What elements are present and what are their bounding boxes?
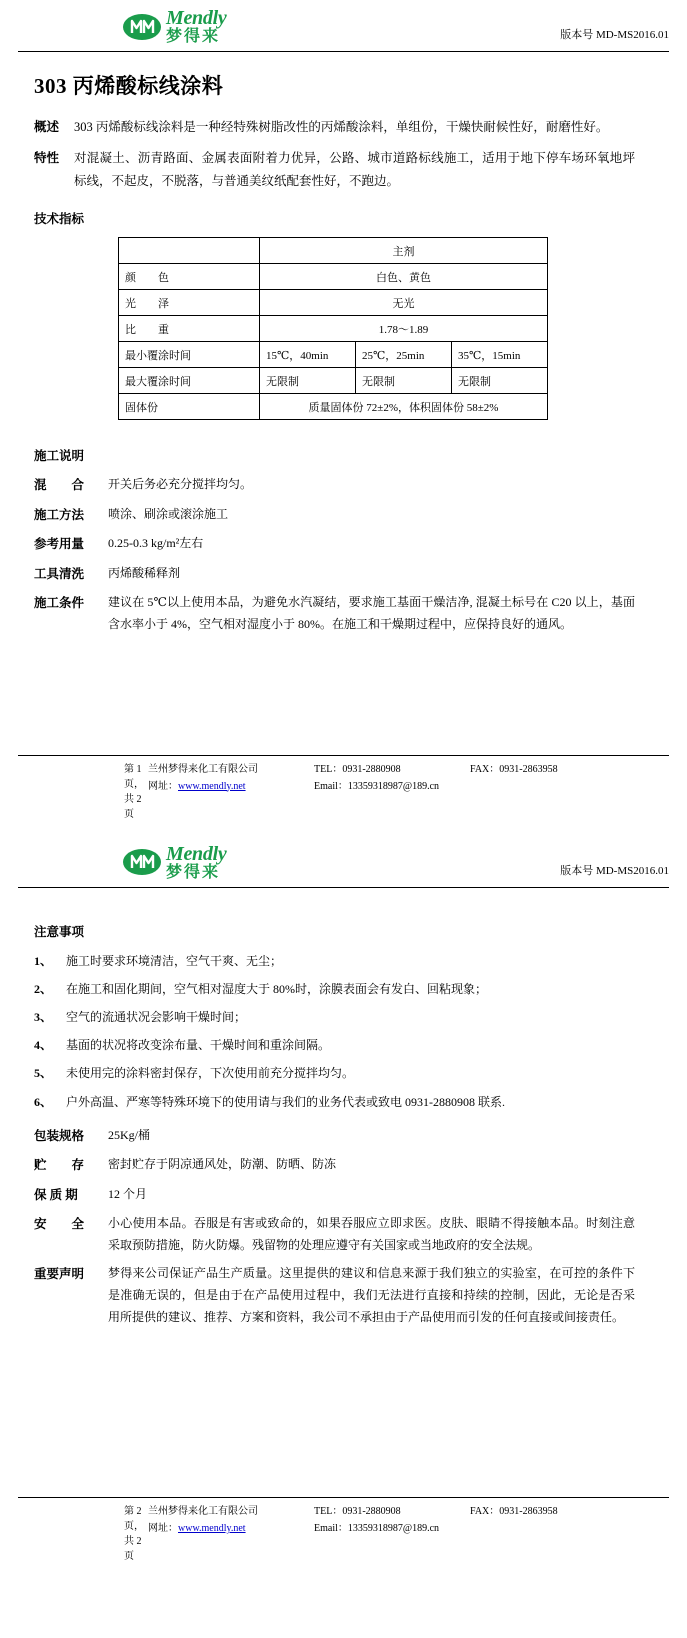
table-row (119, 290, 548, 316)
construction-text: 开关后务必充分搅拌均匀。 (108, 477, 253, 492)
website-label: 网址： (148, 1523, 178, 1535)
features-text: 对混凝土、沥青路面、金属表面附着力优异，公路、城市道路标线施工，适用于地下停车场环氧地坪标线，不起皮，不脱落，与普通美纹纸配套性好，不跑边。 (74, 151, 635, 189)
construction-label: 混 合 (34, 478, 85, 493)
header-divider (18, 887, 669, 888)
construction-label: 施工条件 (34, 596, 85, 611)
features-row (34, 147, 635, 193)
table-cell: 25℃，25min (356, 342, 452, 368)
note-text: 施工时要求环境清洁，空气干爽、无尘； (66, 953, 283, 968)
company-email: Email：13359318987@189.cn (314, 1523, 440, 1535)
overview-label: 概述 (34, 120, 60, 134)
table-row-label: 固体份 (119, 394, 260, 420)
version-number: 版本号 MD-MS2016.01 (560, 29, 669, 41)
detail-row (34, 1263, 635, 1328)
company-name: 兰州梦得来化工有限公司 (148, 1506, 258, 1518)
table-row-label: 最大覆涂时间 (119, 368, 260, 394)
table-row-label: 比 重 (119, 316, 260, 342)
overview-text: 303 丙烯酸标线涂料是一种经特殊树脂改性的丙烯酸涂料，单组份，干燥快耐候性好，耐磨性好。 (74, 120, 609, 134)
logo-latin-text: Mendly (166, 842, 227, 865)
company-tel: TEL：0931-2880908 (314, 1506, 401, 1518)
note-number: 4、 (34, 1038, 53, 1053)
table-row (119, 394, 548, 420)
detail-label: 保 质 期 (34, 1187, 78, 1202)
tech-spec-heading: 技术指标 (34, 212, 85, 227)
page-footer (18, 756, 669, 820)
table-cell: 无限制 (260, 368, 356, 394)
tech-spec-table (118, 237, 548, 420)
detail-text: 25Kg/桶 (108, 1127, 151, 1142)
detail-row (34, 1213, 635, 1256)
page-header (0, 0, 687, 49)
company-fax: FAX：0931-2863958 (470, 1506, 558, 1518)
table-cell: 白色、黄色 (260, 264, 548, 290)
table-cell: 无限制 (356, 368, 452, 394)
company-fax: FAX：0931-2863958 (470, 763, 558, 775)
note-number: 2、 (34, 981, 53, 996)
detail-label: 包装规格 (34, 1128, 85, 1143)
table-header-main: 主剂 (260, 238, 548, 264)
company-email: Email：13359318987@189.cn (314, 780, 440, 792)
note-item (34, 1091, 635, 1113)
detail-row (34, 1184, 635, 1207)
construction-label: 工具清洗 (34, 566, 85, 581)
note-text: 基面的状况将改变涂布量、干燥时间和重涂间隔。 (66, 1038, 331, 1053)
website-label: 网址： (148, 780, 178, 792)
logo-mark-icon (122, 848, 162, 876)
company-name: 兰州梦得来化工有限公司 (148, 763, 258, 775)
construction-row (34, 533, 635, 556)
detail-text: 梦得来公司保证产品生产质量。这里提供的建议和信息来源于我们独立的实验室，在可控的条件下是准确无误的，但是由于在产品使用过程中，我们无法进行直接和持续的控制，因此，无论是否采用所提供的建议、推荐、方案和资料，我公司不承担由于产品使用而引发的任何直接或间接责任。 (108, 1266, 635, 1324)
page-footer (18, 1498, 669, 1562)
detail-text: 小心使用本品。吞服是有害或致命的，如果吞服应立即求医。皮肤、眼睛不得接触本品。时刻注意采取预防措施，防火防爆。残留物的处理应遵守有关国家或当地政府的安全法规。 (108, 1216, 635, 1252)
logo-mark-icon (122, 13, 162, 41)
note-text: 在施工和固化期间，空气相对湿度大于 80%时，涂膜表面会有发白、回粘现象； (66, 981, 487, 996)
table-cell: 无限制 (452, 368, 548, 394)
note-text: 户外高温、严寒等特殊环境下的使用请与我们的业务代表或致电 0931-2880908 联系. (66, 1094, 505, 1109)
table-row (119, 368, 548, 394)
construction-row (34, 474, 635, 497)
note-number: 1、 (34, 953, 53, 968)
page-header (0, 836, 687, 885)
table-row (119, 238, 548, 264)
page-number: 第 1 页，共 2 页 (124, 763, 144, 820)
overview-row (34, 116, 635, 139)
company-tel: TEL：0931-2880908 (314, 763, 401, 775)
table-cell: 35℃，15min (452, 342, 548, 368)
note-number: 6、 (34, 1094, 53, 1109)
page-title: 303 丙烯酸标线涂料 (34, 74, 224, 98)
table-cell: 质量固体份 72±2%，体积固体份 58±2% (260, 394, 548, 420)
logo-chinese-text: 梦得来 (166, 863, 221, 881)
header-divider (18, 51, 669, 52)
construction-text: 喷涂、刷涂或滚涂施工 (108, 506, 229, 521)
website-link[interactable]: www.mendly.net (178, 780, 246, 792)
detail-text: 12 个月 (108, 1186, 148, 1201)
note-item (34, 1034, 635, 1056)
logo-chinese-text: 梦得来 (166, 28, 221, 45)
company-logo (122, 8, 226, 45)
note-item (34, 978, 635, 1000)
construction-row (34, 504, 635, 527)
detail-row (34, 1125, 635, 1148)
construction-text: 丙烯酸稀释剂 (108, 565, 181, 580)
note-item (34, 1062, 635, 1084)
detail-label: 重要声明 (34, 1267, 85, 1282)
detail-text: 密封贮存于阴凉通风处，防潮、防晒、防冻 (108, 1157, 337, 1172)
note-text: 未使用完的涂料密封保存，下次使用前充分搅拌均匀。 (66, 1066, 355, 1081)
table-row (119, 264, 548, 290)
construction-row (34, 592, 635, 635)
table-row (119, 316, 548, 342)
note-item (34, 950, 635, 972)
version-number: 版本号 MD-MS2016.01 (560, 864, 669, 877)
features-label: 特性 (34, 151, 60, 166)
table-row-label: 光 泽 (119, 290, 260, 316)
website-link[interactable]: www.mendly.net (178, 1523, 246, 1535)
construction-text: 0.25-0.3 kg/m²左右 (108, 536, 204, 551)
table-cell: 15℃，40min (260, 342, 356, 368)
table-cell-blank (119, 238, 260, 264)
note-number: 5、 (34, 1066, 53, 1081)
construction-label: 参考用量 (34, 537, 85, 552)
construction-row (34, 563, 635, 586)
detail-label: 贮 存 (34, 1158, 85, 1173)
construction-label: 施工方法 (34, 507, 85, 522)
note-number: 3、 (34, 1009, 53, 1024)
table-cell: 无光 (260, 290, 548, 316)
note-item (34, 1006, 635, 1028)
document-page-2 (0, 836, 687, 1563)
detail-label: 安 全 (34, 1217, 85, 1232)
table-cell: 1.78～1.89 (260, 316, 548, 342)
construction-text: 建议在 5℃以上使用本品，为避免水汽凝结，要求施工基面干燥洁净, 混凝土标号在 C20 以上，基面含水率小于 4%，空气相对湿度小于 80%。在施工和干燥期过程中，应保持良好的通风。 (108, 595, 635, 631)
table-row-label: 颜 色 (119, 264, 260, 290)
note-text: 空气的流通状况会影响干燥时间； (66, 1009, 247, 1024)
logo-latin-text: Mendly (166, 7, 227, 29)
notes-heading: 注意事项 (34, 924, 85, 939)
company-logo (122, 844, 226, 881)
detail-row (34, 1154, 635, 1177)
page-number: 第 2 页，共 2 页 (124, 1506, 144, 1563)
table-row (119, 342, 548, 368)
construction-heading: 施工说明 (34, 449, 85, 464)
table-row-label: 最小覆涂时间 (119, 342, 260, 368)
